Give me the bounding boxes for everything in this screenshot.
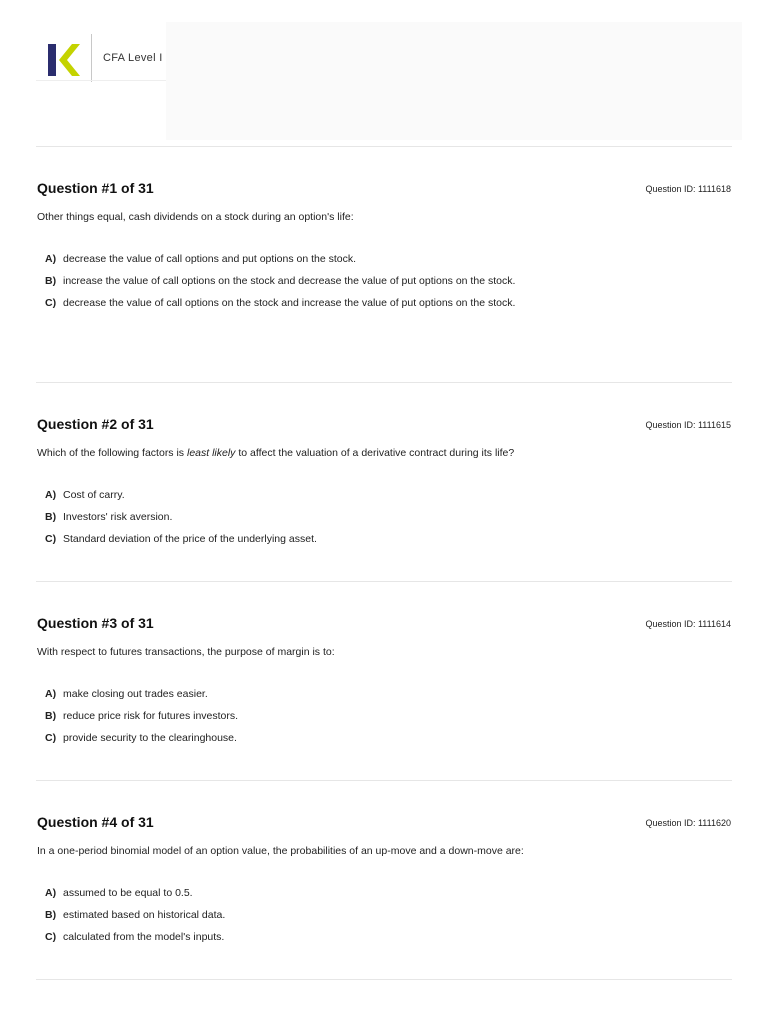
- answer-option-b[interactable]: [45, 272, 565, 291]
- question-title: Question #3 of 31: [37, 615, 154, 631]
- answer-option-c[interactable]: [45, 928, 565, 947]
- question-stem: [37, 447, 727, 459]
- answer-option-b[interactable]: [45, 906, 565, 925]
- section-divider: [36, 780, 732, 781]
- question-stem: With respect to futures transactions, the purpose of margin is to:: [37, 646, 335, 658]
- section-divider: [36, 382, 732, 383]
- option-text: Cost of carry.: [63, 489, 125, 501]
- kaplan-logo-icon: [48, 44, 80, 76]
- option-text: estimated based on historical data.: [63, 909, 226, 921]
- option-text: Standard deviation of the price of the underlying asset.: [63, 533, 317, 545]
- question-title: Question #1 of 31: [37, 180, 154, 196]
- question-stem-emphasis: least likely: [186, 447, 236, 459]
- answer-options: [45, 486, 565, 552]
- answer-option-a[interactable]: [45, 250, 565, 269]
- question-id: Question ID: 1111618: [645, 184, 731, 194]
- option-text: Investors' risk aversion.: [63, 511, 173, 523]
- answer-option-a[interactable]: [45, 486, 565, 505]
- option-letter: C): [45, 533, 57, 545]
- option-text: provide security to the clearinghouse.: [63, 732, 237, 744]
- question-stem-start: Which of the following factors is: [37, 447, 187, 459]
- option-text: calculated from the model's inputs.: [63, 931, 225, 943]
- question-stem-end: to affect the valuation of a derivative contract during its life?: [235, 447, 515, 459]
- header-banner: [166, 22, 742, 140]
- answer-option-b[interactable]: [45, 707, 565, 726]
- option-letter: B): [45, 710, 57, 722]
- option-text: assumed to be equal to 0.5.: [63, 887, 193, 899]
- header-divider: [91, 34, 92, 82]
- option-letter: C): [45, 732, 57, 744]
- page-header: [36, 22, 742, 140]
- option-letter: B): [45, 275, 57, 287]
- section-divider: [36, 146, 732, 147]
- answer-option-b[interactable]: [45, 508, 565, 527]
- answer-options: [45, 250, 565, 316]
- option-text: decrease the value of call options and put options on the stock.: [63, 253, 357, 265]
- answer-option-a[interactable]: [45, 685, 565, 704]
- option-letter: C): [45, 297, 57, 309]
- question-id: Question ID: 1111615: [645, 420, 731, 430]
- header-underline: [36, 80, 166, 81]
- question-id: Question ID: 1111620: [645, 818, 731, 828]
- option-text: decrease the value of call options on the stock and increase the value of put options on the stock.: [63, 297, 516, 309]
- section-divider: [36, 979, 732, 980]
- answer-option-c[interactable]: [45, 729, 565, 748]
- question-title: Question #4 of 31: [37, 814, 154, 830]
- option-letter: A): [45, 253, 57, 265]
- option-letter: B): [45, 909, 57, 921]
- option-letter: A): [45, 489, 57, 501]
- answer-options: [45, 884, 565, 950]
- option-letter: A): [45, 688, 57, 700]
- answer-option-c[interactable]: [45, 294, 565, 313]
- option-text: increase the value of call options on the stock and decrease the value of put options on the stock.: [63, 275, 516, 287]
- answer-option-a[interactable]: [45, 884, 565, 903]
- option-letter: B): [45, 511, 57, 523]
- course-label: CFA Level I: [103, 52, 163, 64]
- question-title: Question #2 of 31: [37, 416, 154, 432]
- option-letter: A): [45, 887, 57, 899]
- option-text: make closing out trades easier.: [63, 688, 208, 700]
- option-letter: C): [45, 931, 57, 943]
- answer-options: [45, 685, 565, 751]
- option-text: reduce price risk for futures investors.: [63, 710, 239, 722]
- question-id: Question ID: 1111614: [645, 619, 731, 629]
- answer-option-c[interactable]: [45, 530, 565, 549]
- section-divider: [36, 581, 732, 582]
- question-stem: Other things equal, cash dividends on a stock during an option's life:: [37, 211, 354, 223]
- question-stem: In a one-period binomial model of an option value, the probabilities of an up-move and a down-move are:: [37, 845, 524, 857]
